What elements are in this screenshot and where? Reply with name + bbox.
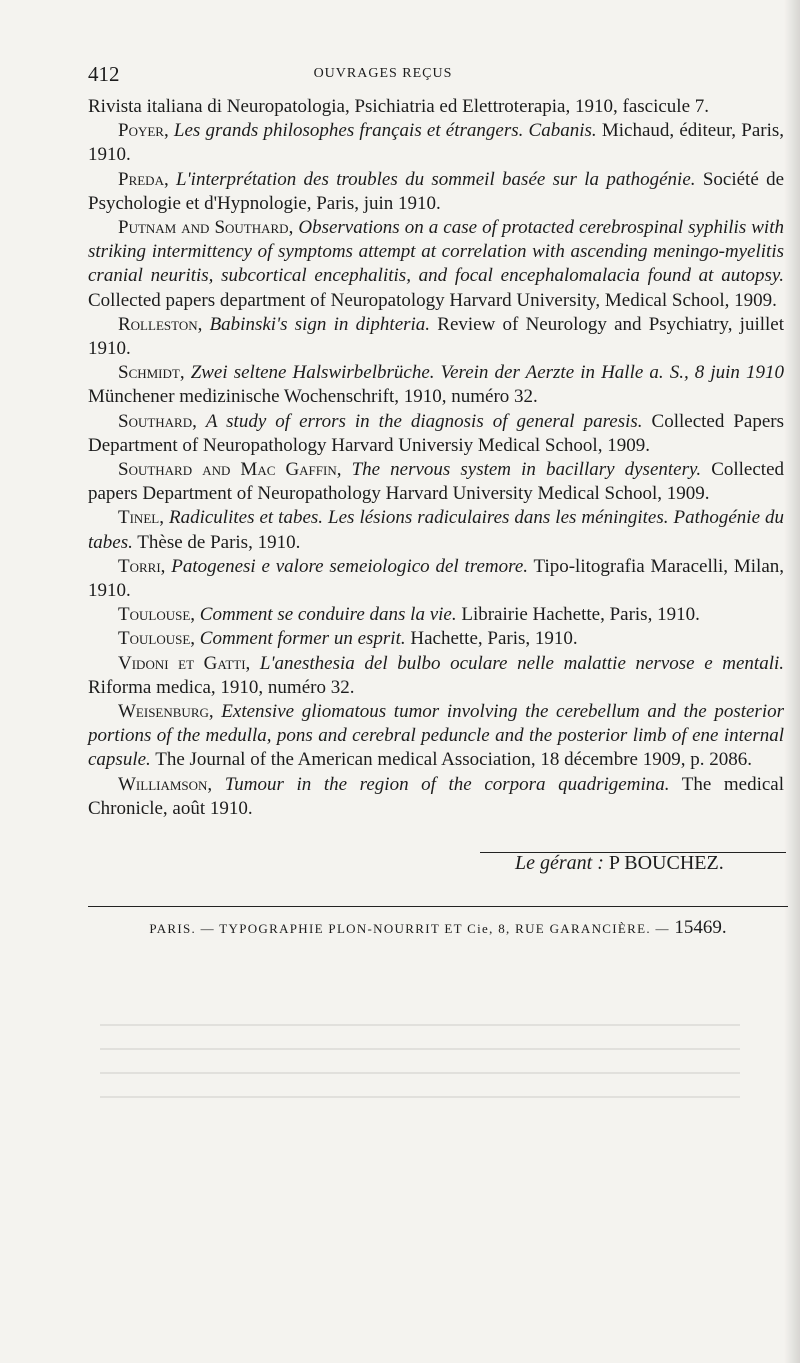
entry-text: Rivista italiana di Neuropatologia, Psichiatria ed Elettroterapia, 1910, fascicule 7. bbox=[88, 96, 709, 117]
signature-line bbox=[515, 852, 785, 875]
entry-author: Poyer, bbox=[118, 120, 169, 142]
printer-imprint bbox=[88, 917, 788, 939]
entry-author: Williamson, bbox=[118, 773, 213, 795]
bibliography-entry bbox=[88, 361, 784, 409]
bibliography-entry bbox=[88, 627, 784, 651]
entry-author: Toulouse, bbox=[118, 604, 196, 626]
bibliography-entry bbox=[88, 773, 784, 821]
bibliography-entry bbox=[88, 652, 784, 700]
bibliography-entry bbox=[88, 603, 784, 627]
entry-title: L'anesthesia del bulbo oculare nelle malattie nervose e mentali. bbox=[259, 652, 784, 674]
bibliography-entry bbox=[88, 458, 784, 506]
entry-publisher: Tipo-litografia Maracelli, Milan, 1910. bbox=[88, 555, 784, 602]
entry-title: Tumour in the region of the corpora quadrigemina. bbox=[224, 773, 670, 795]
entry-publisher: Collected papers Department of Neuropathology Harvard University Medical School, 1909. bbox=[88, 459, 785, 505]
signature-name: P BOUCHEZ. bbox=[608, 852, 724, 874]
entry-title: Radiculites et tabes. Les lésions radiculaires dans les méningites. Pathogénie du tabes. bbox=[88, 507, 785, 553]
entry-author: Vidoni et Gatti, bbox=[118, 652, 251, 674]
entry-title: A study of errors in the diagnosis of general paresis. bbox=[205, 410, 643, 432]
entry-author: Torri, bbox=[118, 555, 166, 577]
entry-publisher: The Journal of the American medical Association, 18 décembre 1909, p. 2086. bbox=[155, 749, 752, 771]
entry-title: L'interprétation des troubles du sommeil basée sur la pathogénie. bbox=[176, 168, 696, 190]
entry-publisher: Review of Neurology and Psychiatry, juillet 1910. bbox=[88, 313, 784, 360]
bibliography-entry bbox=[88, 410, 784, 458]
entry-title: Les grands philosophes français et étrangers. Cabanis. bbox=[173, 120, 597, 142]
bibliography-entry bbox=[88, 216, 784, 313]
running-head: OUVRAGES REÇUS bbox=[313, 66, 453, 81]
bibliography-entry bbox=[88, 506, 784, 554]
page-edge-shadow bbox=[784, 0, 800, 1363]
page-number: 412 bbox=[88, 62, 120, 86]
signature-role: Le gérant : bbox=[515, 852, 604, 874]
entry-author: Schmidt, bbox=[118, 362, 185, 384]
footer-rule bbox=[88, 906, 788, 907]
page-header bbox=[88, 62, 788, 86]
bibliography-entry bbox=[88, 555, 784, 603]
entry-title: Comment former un esprit. bbox=[199, 628, 406, 650]
entry-publisher: Thèse de Paris, 1910. bbox=[137, 531, 301, 553]
entry-author: Preda, bbox=[118, 168, 169, 190]
entry-publisher: Michaud, éditeur, Paris, 1910. bbox=[88, 120, 784, 166]
entry-publisher: Collected papers department of Neuropatology Harvard University, Medical School, 1909. bbox=[88, 289, 777, 311]
entry-author: Putnam and Southard, bbox=[118, 217, 294, 239]
entry-publisher: Librairie Hachette, Paris, 1910. bbox=[461, 604, 700, 626]
entry-publisher: Hachette, Paris, 1910. bbox=[410, 628, 578, 650]
bibliography-entry bbox=[88, 168, 784, 216]
entry-author: Tinel, bbox=[118, 507, 164, 529]
entry-title: Comment se conduire dans la vie. bbox=[199, 604, 457, 626]
entry-author: Rolleston, bbox=[118, 313, 203, 335]
job-number: 15469. bbox=[674, 917, 727, 938]
entry-author: Southard and Mac Gaffin, bbox=[118, 459, 342, 481]
entry-author: Weisenburg, bbox=[118, 701, 214, 723]
entry-title: Patogenesi e valore semeiologico del tremore. bbox=[171, 555, 529, 577]
entry-title: Extensive gliomatous tumor involving the cerebellum and the posterior portions of the medulla, pons and cerebral peduncle and the posterior limb of ene internal capsule. bbox=[88, 701, 784, 771]
entry-publisher: The medical Chronicle, août 1910. bbox=[88, 773, 784, 819]
entry-title: The nervous system in bacillary dysentery. bbox=[351, 459, 702, 481]
entry-author: Toulouse, bbox=[118, 628, 196, 650]
entry-publisher: Société de Psychologie et d'Hypnologie, Paris, juin 1910. bbox=[88, 168, 785, 214]
entry-author: Southard, bbox=[118, 410, 197, 432]
bibliography-list bbox=[88, 95, 784, 821]
bibliography-entry bbox=[88, 95, 784, 119]
imprint-text: PARIS. — TYPOGRAPHIE PLON-NOURRIT ET Cie, 8, RUE GARANCIÈRE. — bbox=[149, 921, 670, 936]
bibliography-entry bbox=[88, 313, 784, 361]
entry-title: Observations on a case of protacted cerebrospinal syphilis with striking intermittency of symptoms attempt at correlation with ascending meningo-myelitis cranial neuritis, subcortical encephalitis, and focal encephalomalacia found at autopsy. bbox=[88, 217, 784, 287]
entry-publisher: Münchener medizinische Wochenschrift, 1910, numéro 32. bbox=[88, 386, 538, 408]
bibliography-entry bbox=[88, 700, 784, 773]
show-through-text bbox=[100, 1010, 740, 1120]
entry-title: Babinski's sign in diphteria. bbox=[209, 313, 431, 335]
entry-title: Zwei seltene Halswirbelbrüche. Verein der Aerzte in Halle a. S., 8 juin 1910 bbox=[190, 362, 785, 384]
entry-publisher: Riforma medica, 1910, numéro 32. bbox=[88, 676, 355, 698]
entry-publisher: Collected Papers Department of Neuropathology Harvard Universiy Medical School, 1909. bbox=[88, 410, 785, 456]
bibliography-entry bbox=[88, 119, 784, 167]
